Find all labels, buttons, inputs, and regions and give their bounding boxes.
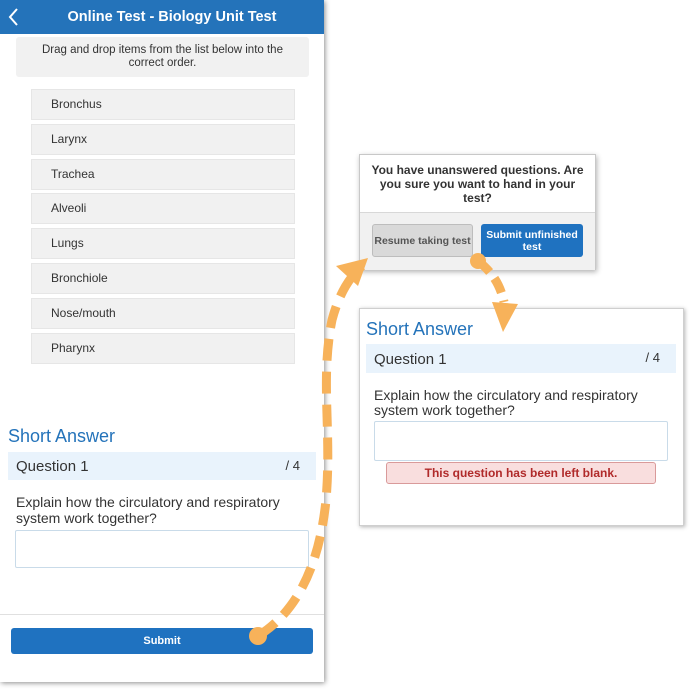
footer-divider (0, 614, 324, 615)
resume-test-button[interactable]: Resume taking test (372, 224, 473, 257)
question-text: Explain how the circulatory and respiratory system work together? (16, 494, 280, 526)
blank-answer-error: This question has been left blank. (386, 462, 656, 484)
drag-item[interactable]: Nose/mouth (31, 298, 295, 329)
drag-instructions: Drag and drop items from the list below into the correct order. (16, 37, 309, 77)
drag-item[interactable]: Lungs (31, 228, 295, 259)
question-label: Question 1 (16, 458, 89, 475)
submit-button[interactable]: Submit (11, 628, 313, 654)
drag-item[interactable]: Trachea (31, 159, 295, 190)
chevron-left-icon (6, 6, 22, 28)
question-header (366, 344, 676, 373)
drag-item[interactable]: Alveoli (31, 193, 295, 224)
drag-item[interactable]: Pharynx (31, 333, 295, 364)
back-button[interactable] (6, 6, 22, 28)
question-label: Question 1 (374, 351, 447, 368)
drag-drop-list (31, 89, 295, 367)
phone-screen (0, 0, 324, 682)
submit-unfinished-button[interactable]: Submit unfinished test (481, 224, 583, 257)
dialog-message: You have unanswered questions. Are you sure you want to hand in your test? (371, 163, 584, 205)
answer-input[interactable] (15, 530, 309, 568)
drag-item[interactable]: Bronchus (31, 89, 295, 120)
result-panel (359, 308, 684, 526)
top-bar (0, 0, 324, 34)
question-text: Explain how the circulatory and respiratory system work together? (374, 387, 638, 418)
section-title: Short Answer (8, 426, 116, 446)
answer-input[interactable] (374, 421, 668, 461)
confirm-dialog (359, 154, 596, 270)
section-title: Short Answer (366, 319, 474, 339)
question-score: / 4 (645, 350, 660, 365)
question-score: / 4 (285, 458, 300, 473)
page-title: Online Test - Biology Unit Test (67, 9, 277, 25)
dialog-footer (360, 212, 595, 270)
question-header (8, 452, 316, 480)
drag-item[interactable]: Larynx (31, 124, 295, 155)
drag-item[interactable]: Bronchiole (31, 263, 295, 294)
